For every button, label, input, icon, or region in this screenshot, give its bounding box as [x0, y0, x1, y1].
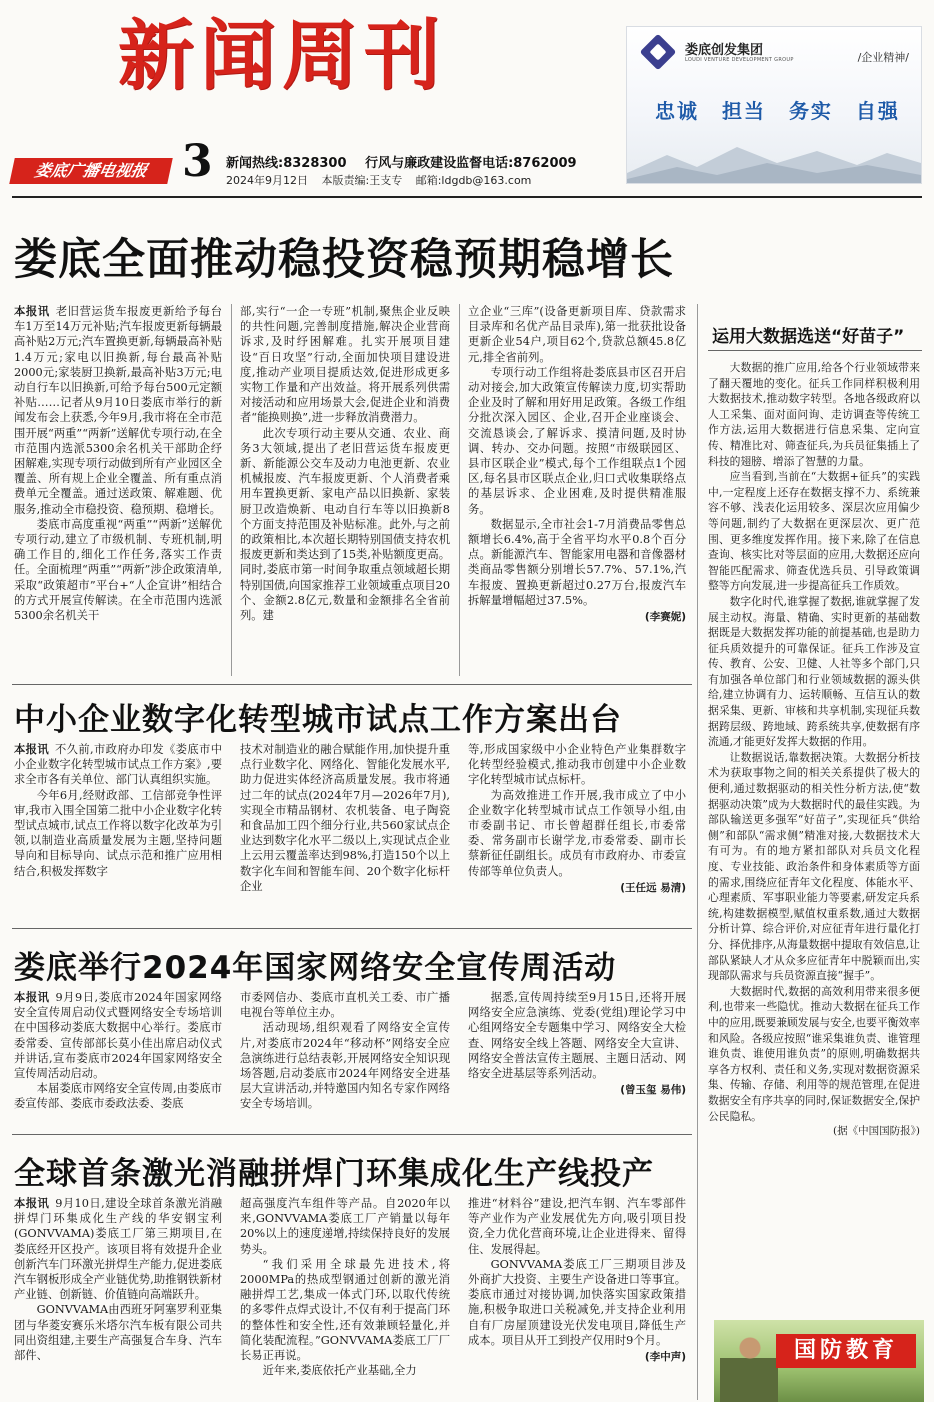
paragraph: 技术对制造业的融合赋能作用,加快提升重点行业数字化、网络化、智能化发展水平,助力促进实体经济高质量发展。我市将通过二年的试点(2024年7月—2026年7月),实现全市精品钢材、农机装备、电子陶瓷和食品加工四个细分行业,共560家试点企业达到数字化水平二级以上,实现试点企业上云用云覆盖率达到98%,打造150个以上数字化车间和智能车间、20个数字化标杆企业: [240, 743, 450, 893]
mountain-landscape-icon: [627, 133, 921, 183]
paragraph: 娄底市高度重视“两重”“两新”送解优专项行动,建立了市级机制、专班机制,明确工作目的,细化工作任务,落实工作责任。全面梳理“两重”“两新”涉企政策清单,采取“政策超市”平台+“人企宣讲”相结合的方式开展宣传解读。在全市范围内选派5300余名机关干: [14, 517, 222, 623]
article1-headline: 娄底全面推动稳投资稳预期稳增长: [14, 235, 674, 285]
ad-slogan: 自强: [855, 99, 900, 123]
paragraph: 本届娄底市网络安全宣传周,由娄底市委宣传部、娄底市委政法委、娄底: [14, 1082, 222, 1111]
article2-col2: [240, 742, 450, 912]
paragraph: 市委网信办、娄底市直机关工委、市广播电视台等单位主办。: [240, 991, 450, 1020]
paragraph: 近年来,娄底依托产业基础,全力: [262, 1364, 417, 1378]
company-logo-icon: [640, 34, 677, 71]
sidebar-title: 运用大数据选送“好苗子”: [712, 327, 905, 347]
newspaper-title: 新闻周刊: [118, 11, 446, 100]
paragraph: GONVVAMA由西班牙阿塞罗利亚集团与华菱安赛乐米塔尔汽车板有限公司共同出资组建,主要生产高强复合车身、汽车部件、: [14, 1303, 222, 1363]
ad-spirit-label: /企业精神/: [857, 51, 909, 64]
paragraph: 数字化时代,谁掌握了数据,谁就掌握了发展主动权。海量、精确、实时更新的基础数据既是大数据发挥功能的前提基础,也是助力征兵质效提升的可靠保证。征兵工作涉及宣传、教育、公安、卫健、人社等多个部门,只有加强各单位部门和行业领域数据的源头供给,建立协调有力、运转顺畅、互信互认的数据采集、更新、审核和共享机制,实现征兵数据跨层级、跨地域、跨系统共享,使数据有序流通,才能更好发挥大数据的作用。: [708, 594, 920, 749]
article3-col2: [240, 990, 450, 1124]
ad-slogans: [655, 95, 914, 124]
paragraph: 9月9日,娄底市2024年国家网络安全宣传周启动仪式暨网络安全专场培训在中国移动娄底大数据中心举行。娄底市委常委、宣传部部长莫小佳出席启动仪式并讲话,宣布娄底市2024年国家网络安全宣传周活动启动。: [14, 991, 222, 1081]
paragraph: “我们采用全球最先进技术,将2000MPa的热成型钢通过创新的激光消融拼焊工艺,集成一体式门环,以取代传统的多零件点焊式设计,不仅有利于提高门环的整体性和安全性,还有效兼顾轻量化,并简化装配流程。”GONVVAMA娄底工厂厂长易正再说。: [240, 1257, 450, 1363]
ad-slogan: 担当: [721, 99, 766, 123]
article4-headline: 全球首条激光消融拼焊门环集成化生产线投产: [14, 1156, 654, 1192]
article2-headline: 中小企业数字化转型城市试点工作方案出台: [14, 702, 622, 738]
article1-col2: [240, 304, 450, 676]
news-hotline: 新闻热线:8328300: [226, 156, 347, 171]
dateline: [226, 172, 541, 188]
ad-company-name: 娄底创发集团: [685, 43, 764, 58]
hotline-bar: [226, 152, 591, 171]
lead-tag: 本报讯: [14, 743, 50, 756]
ad-slogan: 务实: [788, 99, 833, 123]
paragraph: 今年6月,经财政部、工信部竞争性评审,我市入围全国第二批中小企业数字化转型试点城市,试点工作将以数字化改革为引领,以制造业高质量发展为主题,坚持问题导向和目标导向、试点示范和推广应用相结合,积极发挥数字: [14, 788, 222, 878]
paragraph: 推进“材料谷”建设,把汽车钢、汽车零部件等产业作为产业发展优先方向,吸引项目投资,全力优化营商环境,让企业进得来、留得住、发展得起。: [468, 1197, 686, 1256]
paragraph: 老旧营运货车报废更新给予每台车1万至14万元补贴;汽车报废更新每辆最高补贴2万元;汽车置换更新,每辆最高补贴1.4万元;家电以旧换新,每台最高补贴2000元;家装厨卫换新,最高补贴3万元;电动自行车以旧换新,可给予每台500元定额补贴……记者从9月10日娄底市举行的新闻发布会上获悉,今年9月,我市将在全市范围开展“两重”“两新”送解优专项行动,在全市范围内选派5300余名机关干部助企纾困解难,实现专项行动做到所有产业园区全覆盖、所有规上企业全覆盖、所有重点消费单元全覆盖。通过送政策、解难题、优服务,推动全市稳投资、稳预期、稳增长。: [14, 305, 222, 516]
paragraph: 大数据的推广应用,给各个行业领域带来了翻天覆地的变化。征兵工作同样积极利用大数据技术,推动数字转型。各地各级政府以人工采集、面对面问询、走访调查等传统工作方法,运用大数据进行信息采集、定向宣传、精准比对、筛查征兵,为兵员征集插上了科技的翅膀、增添了智慧的力量。: [708, 361, 920, 468]
sidebar-column: [708, 360, 920, 1316]
paragraph: 应当看到,当前在“大数据+征兵”的实践中,一定程度上还存在数据支撑不力、系统兼容不够、浅表化运用较多、深层次应用偏少等问题,制约了大数据在更深层次、更广范围、更多维度发挥作用。接下来,除了在信息查询、核实比对等层面的应用,大数据还应向智能匹配需求、筛查优选兵员、引导政策调整等方向发展,进一步提高征兵工作质效。: [708, 470, 920, 593]
article3-col3: [468, 990, 686, 1124]
article2-col3: [468, 742, 686, 912]
paragraph: 大数据时代,数据的高效利用带来很多便利,也带来一些隐忧。推动大数据在征兵工作中的应用,既要兼顾发展与安全,也要平衡效率和风险。各级应按照“谁采集谁负责、谁管理谁负责、谁使用谁负责”的原则,明确数据共享各方权利、责任和义务,实现对数据资源采集、传输、存储、利用等的规范管理,在促进数据安全有序共享的同时,保证数据安全,保护公民隐私。: [708, 984, 920, 1123]
paragraph: 数据显示,全市社会1-7月消费品零售总额增长6.4%,高于全省平均水平0.8个百分点。新能源汽车、智能家用电器和音像器材类商品零售额分别增长57.7%、57.1%,汽车报废、置换更新超过0.27万台,报废汽车拆解量增幅超过37.5%。: [468, 517, 686, 607]
article4-byline: (李中声): [644, 1351, 686, 1364]
ad-slogan: 忠诚: [655, 99, 699, 123]
supervision-hotline: 行风与廉政建设监督电话:8762009: [365, 156, 577, 171]
paragraph: 9月10日,建设全球首条激光消融拼焊门环集成化生产线的华安钢宝利(GONVVAMA)娄底工厂第三期项目,在娄底经开区投产。该项目将有效提升企业创新汽车门环激光拼焊生产能力,促进娄底汽车钢板形成全产业链优势,助推钢铁新材产业链、创新链、价值链向高端跃升。: [14, 1197, 222, 1302]
article4-col3: [468, 1196, 686, 1396]
defense-education-banner: [714, 1320, 924, 1402]
email: 邮箱:ldgdb@163.com: [415, 174, 532, 187]
paragraph: 让数据说话,靠数据决策。大数据分析技术为获取事物之间的相关关系提供了极大的便利,通过数据驱动的相关性分析方法,使“数据驱动决策”成为大数据时代的最佳实践。为部队输送更多强军“好苗子”,实现征兵“供给侧”和部队“需求侧”精准对接,大数据技术大有可为。有的地方紧扣部队对兵员文化程度、专业技能、政治条件和身体素质等方面的需求,围绕应征青年文化程度、体能水平、心理素质、军事职业能力等要素,研发定兵系统,构建数据模型,赋值权重系数,通过大数据分析计算、综合评价,对应征青年进行量化打分、择优排序,从海量数据中提取有效信息,让部队紧缺人才从众多应征青年中脱颖而出,实现部队需求与兵员资源直接“握手”。: [708, 750, 920, 983]
station-tag: 娄底广播电视报: [9, 158, 173, 184]
paragraph: 专项行动工作组将赴娄底县市区召开启动对接会,加大政策宣传解读力度,切实帮助企业及时了解和用好用足政策。各级工作组分批次深入园区、企业,召开企业座谈会、交流恳谈会,了解诉求、摸清问题,及时协调、转办、交办问题。按照“市级联园区、县市区联企业”模式,每个工作组联点1个园区,每名县市区联点企业,归口式收集联络点的基层诉求、企业困难,及时提供精准服务。: [468, 365, 686, 516]
ad-company-en: LOUDI VENTURE DEVELOPMENT GROUP: [685, 57, 794, 63]
paragraph: 等,形成国家级中小企业特色产业集群数字化转型经验模式,推动我市创建中小企业数字化转型城市试点标杆。: [468, 743, 686, 787]
lead-tag: 本报讯: [14, 1197, 50, 1210]
paragraph: 据悉,宣传周持续至9月15日,还将开展网络安全应急演练、党委(党组)理论学习中心组网络安全专题集中学习、网络安全大检查、网络安全线上答题、网络安全大宣讲、网络安全普法宣传主题展、主题日活动、网络安全进基层等系列活动。: [468, 991, 686, 1081]
page-number: 3: [182, 136, 213, 187]
page-editor: 本版责编:王支专: [321, 174, 403, 187]
defense-education-label: 国防教育: [776, 1334, 916, 1368]
lead-tag: 本报讯: [14, 305, 50, 318]
article1-byline: (李赛妮): [644, 611, 686, 624]
paragraph: 为高效推进工作开展,我市成立了中小企业数字化转型城市试点工作领导小组,由市委副书记、市长曾超群任组长,市委常委、常务副市长谢学龙,市委常委、副市长蔡新征任副组长。成员有市政府办、市委宣传部等单位负责人。: [468, 788, 686, 878]
article1-col3: [468, 304, 686, 676]
issue-date: 2024年9月12日: [226, 174, 308, 187]
paragraph: 超高强度汽车组件等产品。自2020年以来,GONVVAMA娄底工厂产销量以每年20%以上的速度递增,持续保持良好的发展势头。: [240, 1197, 450, 1256]
lead-tag: 本报讯: [14, 991, 50, 1004]
paragraph: 不久前,市政府办印发《娄底市中小企业数字化转型城市试点工作方案》,要求全市各有关单位、部门认真组织实施。: [14, 743, 222, 787]
paragraph: 立企业“三库”(设备更新项目库、贷款需求目录库和名优产品目录库),第一批获批设备更新企业54户,项目62个,贷款总额45.8亿元,排全省前列。: [468, 305, 686, 364]
article2-col1: [14, 742, 222, 912]
article4-col2: [240, 1196, 450, 1396]
paragraph: 部,实行“一企一专班”机制,聚焦企业反映的共性问题,完善制度措施,解决企业营商诉求,及时纾困解难。扎实开展项目建设“百日攻坚”行动,全面加快项目建设进度,推动产业项目提质达效,促进形成更多实物工作量和产出效益。将开展系列供需对接活动和应用场景大会,促进企业和消费者“能换则换”,进一步释放消费潜力。: [240, 305, 450, 425]
company-ad: [626, 26, 922, 184]
paragraph: GONVVAMA娄底工厂三期项目涉及外商扩大投资、主要生产设备进口等事宜。娄底市通过对接协调,加快落实国家政策措施,积极争取进口关税减免,并支持企业利用自有厂房屋顶建设光伏发电项目,降低生产成本。项目从开工到投产仅用时9个月。: [468, 1257, 686, 1347]
paragraph: 此次专项行动主要从交通、农业、商务3大领域,提出了老旧营运货车报废更新、新能源公交车及动力电池更新、农业机械报废、汽车报废更新、个人消费者乘用车置换更新、家电产品以旧换新、家装厨卫改造焕新、电动自行车等以旧换新8个方面支持范围及补贴标准。此外,与之前的政策相比,本次超长期特别国债支持农机报废更新和类达到了15类,补贴额度更高。同时,娄底市第一时间争取重点领域超长期特别国债,向国家推荐工业领域重点项目20个、金额2.8亿元,数量和金额排名全省前列。建: [240, 426, 450, 623]
article1-col1: [14, 304, 222, 676]
article4-col1: [14, 1196, 222, 1396]
sidebar-source: (据《中国国防报》): [833, 1125, 920, 1138]
article3-col1: [14, 990, 222, 1124]
soldier-image: [720, 1330, 778, 1402]
article3-headline: 娄底举行2024年国家网络安全宣传周活动: [14, 950, 617, 986]
paragraph: 活动现场,组织观看了网络安全宣传片,对娄底市2024年“移动杯”网络安全应急演练进行总结表彰,开展网络安全知识现场答题,启动娄底市2024年网络安全进基层大宣讲活动,并特邀国内知名专家作网络安全专场培训。: [240, 1021, 450, 1111]
article2-byline: (王任远 易清): [620, 881, 686, 894]
article3-byline: (曾玉玺 易伟): [620, 1084, 686, 1097]
